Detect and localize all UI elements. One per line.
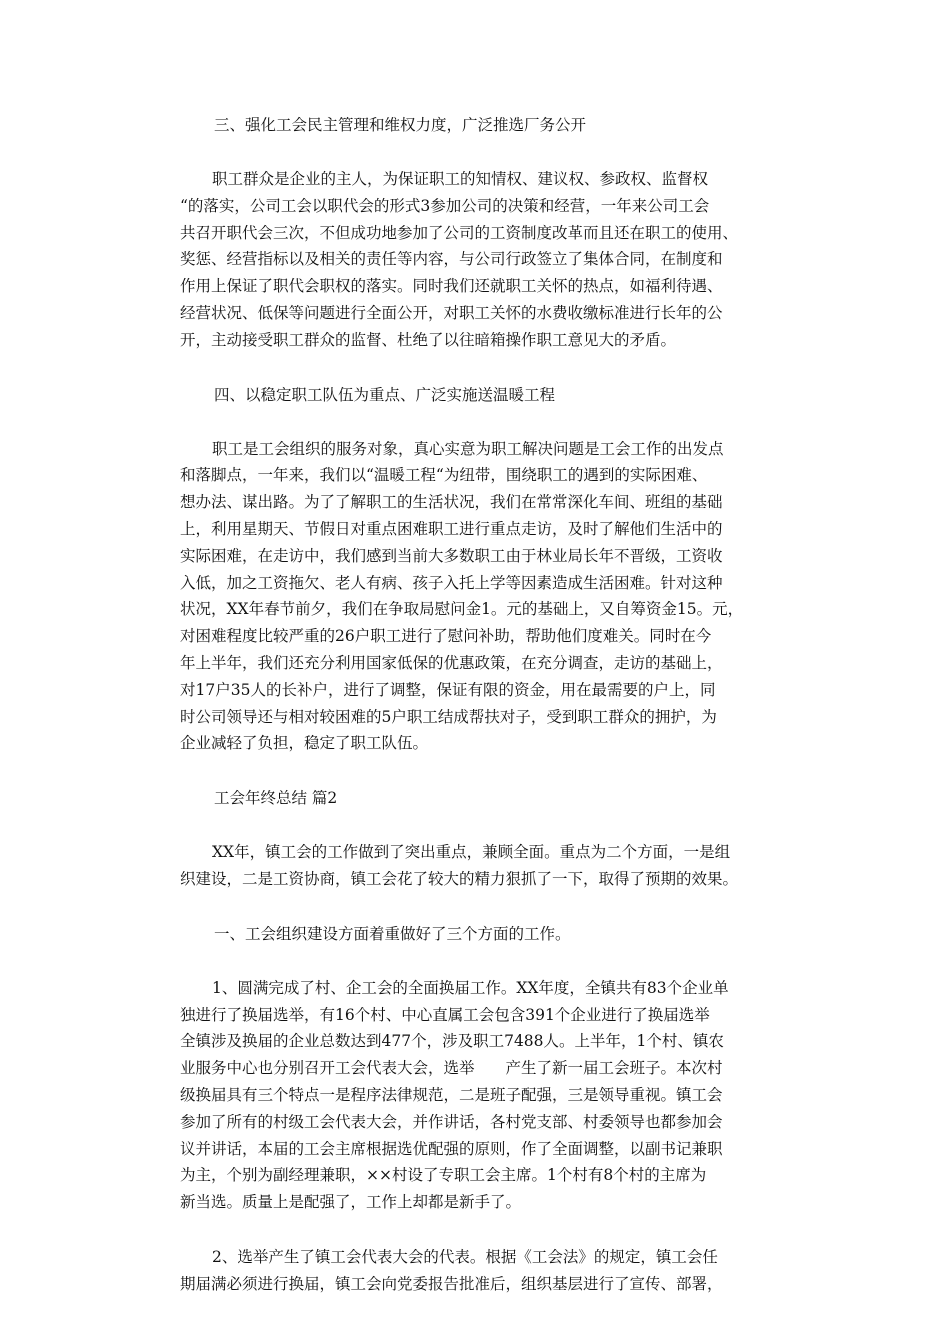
- text-line: 状况，XX年春节前夕，我们在争取局慰问金1。元的基础上，又自筹资金15。元，: [180, 600, 744, 619]
- text-line: 想办法、谋出路。为了了解职工的生活状况，我们在常常深化车间、班组的基础: [180, 493, 723, 512]
- text-line: 作用上保证了职代会职权的落实。同时我们还就职工关怀的热点，如福利待遇、: [180, 277, 723, 296]
- text-line: 年上半年，我们还充分利用国家低保的优惠政策，在充分调查，走访的基础上，: [180, 653, 723, 672]
- text-line: 实际困难，在走访中，我们感到当前大多数职工由于林业局长年不晋级，工资收: [180, 546, 723, 565]
- text-line: 2、选举产生了镇工会代表大会的代表。根据《工会法》的规定，镇工会任: [212, 1247, 718, 1266]
- body-paragraph: [180, 436, 777, 758]
- text-line: 1、圆满完成了村、企工会的全面换届工作。XX年度，全镇共有83个企业单: [212, 978, 729, 997]
- text-line: 奖惩、经营指标以及相关的责任等内容，与公司行政签立了集体合同，在制度和: [180, 250, 723, 269]
- text-line: 期届满必须进行换届，镇工会向党委报告批准后，组织基层进行了宣传、部署，: [180, 1274, 723, 1293]
- body-paragraph: [180, 166, 777, 354]
- text-line: 经营状况、低保等问题进行全面公开，对职工关怀的水费收缴标准进行长年的公: [180, 303, 723, 322]
- text-line: 共召开职代会三次，不但成功地参加了公司的工资制度改革而且还在职工的使用、: [180, 223, 739, 242]
- text-line: 为主，个别为副经理兼职，××村设了专职工会主席。1个村有8个村的主席为: [180, 1166, 707, 1185]
- text-line: 企业减轻了负担，稳定了职工队伍。: [180, 734, 429, 753]
- text-line: 全镇涉及换届的企业总数达到477个，涉及职工7488人。上半年，1个村、镇农: [180, 1032, 724, 1051]
- text-line: 一、工会组织建设方面着重做好了三个方面的工作。: [214, 924, 571, 943]
- text-line: 新当选。质量上是配强了，工作上却都是新手了。: [180, 1193, 522, 1212]
- body-paragraph: [180, 975, 777, 1216]
- body-paragraph: [180, 839, 777, 893]
- text-line: XX年，镇工会的工作做到了突出重点，兼顾全面。重点为二个方面，一是组: [212, 843, 731, 862]
- text-line: 工会年终总结 篇2: [214, 789, 338, 808]
- text-line: “的落实，公司工会以职代会的形式3参加公司的决策和经营，一年来公司工会: [180, 196, 710, 215]
- section-heading: [180, 382, 777, 408]
- text-line: 和落脚点，一年来，我们以“温暖工程“为纽带，围绕职工的遇到的实际困难、: [180, 466, 708, 485]
- text-line: 开，主动接受职工群众的监督、杜绝了以往暗箱操作职工意见大的矛盾。: [180, 330, 677, 349]
- section-heading: [180, 785, 777, 811]
- text-line: 入低，加之工资拖欠、老人有病、孩子入托上学等因素造成生活困难。针对这种: [180, 573, 723, 592]
- text-line: 职工群众是企业的主人，为保证职工的知情权、建议权、参政权、监督权: [212, 170, 709, 188]
- text-line: 职工是工会组织的服务对象，真心实意为职工解决问题是工会工作的出发点: [212, 439, 724, 458]
- text-line: 对17户35人的长补户，进行了调整，保证有限的资金，用在最需要的户上，同: [180, 680, 716, 699]
- text-line: 议并讲话，本届的工会主席根据选优配强的原则，作了全面调整，以副书记兼职: [180, 1139, 723, 1158]
- body-paragraph: [180, 1244, 777, 1298]
- text-line: 参加了所有的村级工会代表大会，并作讲话，各村党支部、村委领导也都参加会: [180, 1112, 723, 1131]
- section-heading: [180, 112, 777, 138]
- text-line: 上，利用星期天、节假日对重点困难职工进行重点走访，及时了解他们生活中的: [180, 519, 723, 538]
- document-page: [180, 112, 777, 1326]
- text-line: 业服务中心也分别召开工会代表大会，选举 产生了新一届工会班子。本次村: [180, 1059, 723, 1078]
- text-line: 织建设，二是工资协商，镇工会花了较大的精力狠抓了一下，取得了预期的效果。: [180, 869, 739, 888]
- text-line: 三、强化工会民主管理和维权力度，广泛推选厂务公开: [214, 116, 587, 134]
- text-line: 四、以稳定职工队伍为重点、广泛实施送温暖工程: [214, 385, 556, 404]
- text-line: 对困难程度比较严重的26户职工进行了慰问补助，帮助他们度难关。同时在今: [180, 627, 712, 646]
- text-line: 时公司领导还与相对较困难的5户职工结成帮扶对子，受到职工群众的拥护，为: [180, 707, 717, 726]
- text-line: 独进行了换届选举，有16个村、中心直属工会包含391个企业进行了换届选举: [180, 1005, 710, 1024]
- text-line: 级换届具有三个特点一是程序法律规范，二是班子配强，三是领导重视。镇工会: [180, 1085, 723, 1104]
- section-heading: [180, 921, 777, 947]
